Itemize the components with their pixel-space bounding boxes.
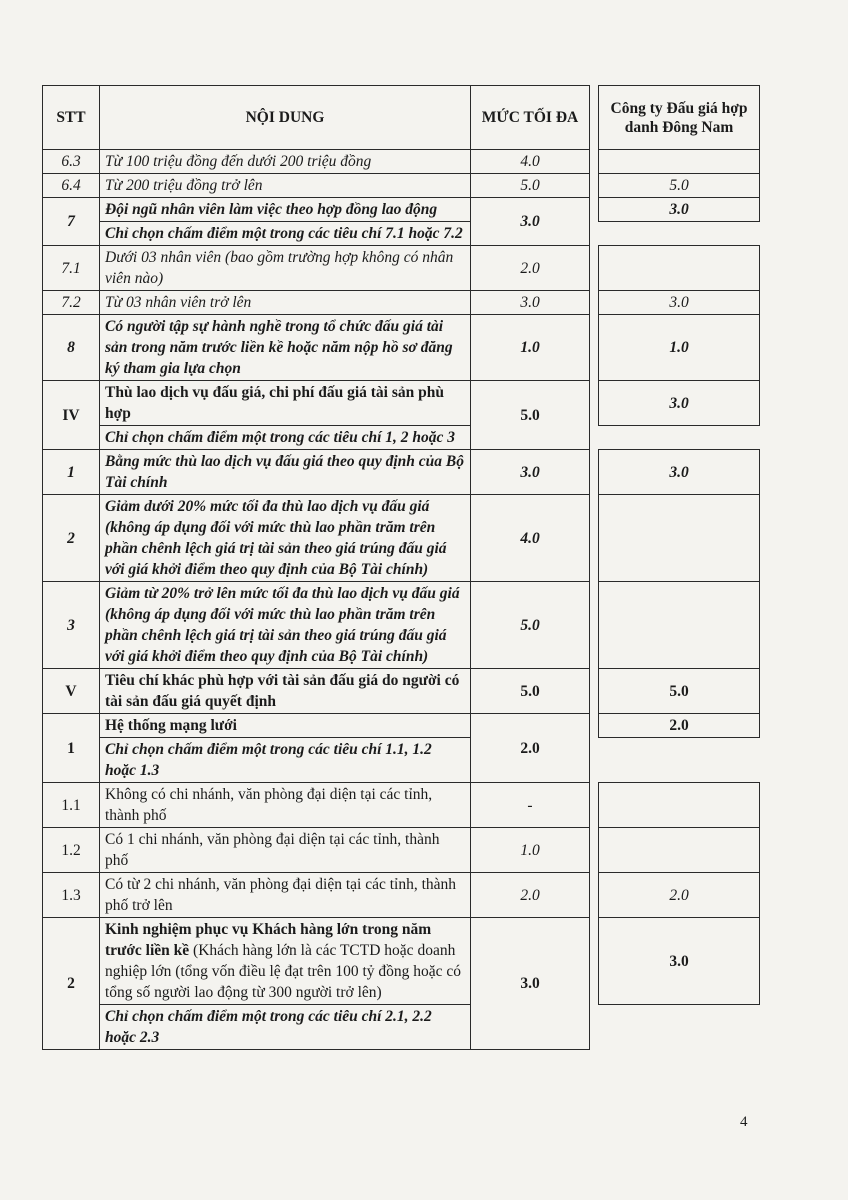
row-score	[599, 495, 760, 582]
row-max: 5.0	[471, 669, 590, 714]
row-max: 4.0	[471, 150, 590, 174]
row-title-bold: Kinh nghiệm phục vụ Khách hàng lớn trong năm trước liền kề	[105, 921, 432, 959]
table-row	[43, 381, 760, 426]
row-stt: 1.2	[43, 828, 100, 873]
row-stt: 8	[43, 315, 100, 381]
row-score: 3.0	[599, 450, 760, 495]
row-max: 3.0	[471, 198, 590, 246]
row-max: 3.0	[471, 291, 590, 315]
table-row	[43, 315, 760, 381]
row-stt: 1	[43, 714, 100, 783]
row-title: Hệ thống mạng lưới	[100, 714, 471, 738]
row-max: 1.0	[471, 315, 590, 381]
row-text: Từ 100 triệu đồng đến dưới 200 triệu đồng	[100, 150, 471, 174]
row-stt: 7.1	[43, 246, 100, 291]
row-score: 1.0	[599, 315, 760, 381]
row-score	[599, 783, 760, 828]
table-row	[43, 495, 760, 582]
row-score: 2.0	[599, 873, 760, 918]
header-stt: STT	[43, 86, 100, 150]
row-stt: 1.1	[43, 783, 100, 828]
row-stt: 2	[43, 495, 100, 582]
row-title: Đội ngũ nhân viên làm việc theo hợp đồng lao động	[100, 198, 471, 222]
row-score: 3.0	[599, 291, 760, 315]
row-max: 2.0	[471, 246, 590, 291]
row-stt: 3	[43, 582, 100, 669]
row-stt: V	[43, 669, 100, 714]
row-score: 3.0	[599, 381, 760, 426]
row-max: 5.0	[471, 381, 590, 450]
row-score	[599, 150, 760, 174]
row-max: 2.0	[471, 873, 590, 918]
table-row	[43, 873, 760, 918]
row-max: 4.0	[471, 495, 590, 582]
row-max: 3.0	[471, 918, 590, 1050]
table-row	[43, 150, 760, 174]
row-score: 3.0	[599, 918, 760, 1005]
row-note: Chỉ chọn chấm điểm một trong các tiêu chí 2.1, 2.2 hoặc 2.3	[100, 1005, 471, 1050]
row-text: Không có chi nhánh, văn phòng đại diện tại các tỉnh, thành phố	[100, 783, 471, 828]
row-title-rest: (Khách hàng lớn là các TCTD hoặc doanh nghiệp lớn (tổng vốn điều lệ đạt trên 100 tỷ đồng hoặc có tổng số người lao động từ 300 người trở lên)	[105, 942, 462, 1001]
table-row	[43, 291, 760, 315]
row-text: Có người tập sự hành nghề trong tổ chức đấu giá tài sản trong năm trước liền kề hoặc năm nộp hồ sơ đăng ký tham gia lựa chọn	[100, 315, 471, 381]
table-row	[43, 1005, 760, 1050]
table-header	[43, 86, 760, 150]
table-row	[43, 198, 760, 222]
table-row	[43, 783, 760, 828]
row-max: 2.0	[471, 714, 590, 783]
row-max: 5.0	[471, 582, 590, 669]
table-row	[43, 669, 760, 714]
table-row	[43, 222, 760, 246]
row-title: Thù lao dịch vụ đấu giá, chi phí đấu giá tài sản phù hợp	[100, 381, 471, 426]
row-stt: IV	[43, 381, 100, 450]
row-stt: 7.2	[43, 291, 100, 315]
row-text: Từ 200 triệu đồng trở lên	[100, 174, 471, 198]
table-row	[43, 918, 760, 1005]
row-stt: 6.4	[43, 174, 100, 198]
row-text: Từ 03 nhân viên trở lên	[100, 291, 471, 315]
table-row	[43, 246, 760, 291]
table-row	[43, 714, 760, 738]
row-stt: 6.3	[43, 150, 100, 174]
header-company: Công ty Đấu giá hợp danh Đông Nam	[599, 86, 760, 150]
row-max: 5.0	[471, 174, 590, 198]
header-content: NỘI DUNG	[100, 86, 471, 150]
table-row	[43, 582, 760, 669]
row-text: Có 1 chi nhánh, văn phòng đại diện tại các tỉnh, thành phố	[100, 828, 471, 873]
row-stt: 1	[43, 450, 100, 495]
table-row	[43, 828, 760, 873]
row-stt: 7	[43, 198, 100, 246]
table-row	[43, 174, 760, 198]
row-note: Chỉ chọn chấm điểm một trong các tiêu chí 7.1 hoặc 7.2	[100, 222, 471, 246]
row-max: 1.0	[471, 828, 590, 873]
row-note: Chỉ chọn chấm điểm một trong các tiêu chí 1, 2 hoặc 3	[100, 426, 471, 450]
row-title	[100, 918, 471, 1005]
row-text: Có từ 2 chi nhánh, văn phòng đại diện tại các tỉnh, thành phố trở lên	[100, 873, 471, 918]
row-stt: 2	[43, 918, 100, 1050]
row-stt: 1.3	[43, 873, 100, 918]
row-text: Giảm dưới 20% mức tối đa thù lao dịch vụ đấu giá (không áp dụng đối với mức thù lao phần trăm trên phần chênh lệch giá trị tài sản theo giá trúng đấu giá với giá khởi điểm theo quy định của Bộ Tài chính)	[100, 495, 471, 582]
scoring-table	[42, 85, 760, 1050]
row-max: 3.0	[471, 450, 590, 495]
table-row	[43, 738, 760, 783]
row-note: Chỉ chọn chấm điểm một trong các tiêu chí 1.1, 1.2 hoặc 1.3	[100, 738, 471, 783]
row-score: 5.0	[599, 669, 760, 714]
table-row	[43, 426, 760, 450]
row-text: Giảm từ 20% trở lên mức tối đa thù lao dịch vụ đấu giá (không áp dụng đối với mức thù lao phần trăm trên phần chênh lệch giá trị tài sản theo giá trúng đấu giá với giá khởi điểm theo quy định của Bộ Tài chính)	[100, 582, 471, 669]
row-score: 2.0	[599, 714, 760, 738]
row-score: 3.0	[599, 198, 760, 222]
header-max: MỨC TỐI ĐA	[471, 86, 590, 150]
row-text: Dưới 03 nhân viên (bao gồm trường hợp không có nhân viên nào)	[100, 246, 471, 291]
row-score	[599, 828, 760, 873]
page-number: 4	[740, 1114, 748, 1130]
row-text: Tiêu chí khác phù hợp với tài sản đấu giá do người có tài sản đấu giá quyết định	[100, 669, 471, 714]
row-max: -	[471, 783, 590, 828]
table-row	[43, 450, 760, 495]
row-score	[599, 246, 760, 291]
row-text: Bằng mức thù lao dịch vụ đấu giá theo quy định của Bộ Tài chính	[100, 450, 471, 495]
row-score: 5.0	[599, 174, 760, 198]
row-score	[599, 582, 760, 669]
